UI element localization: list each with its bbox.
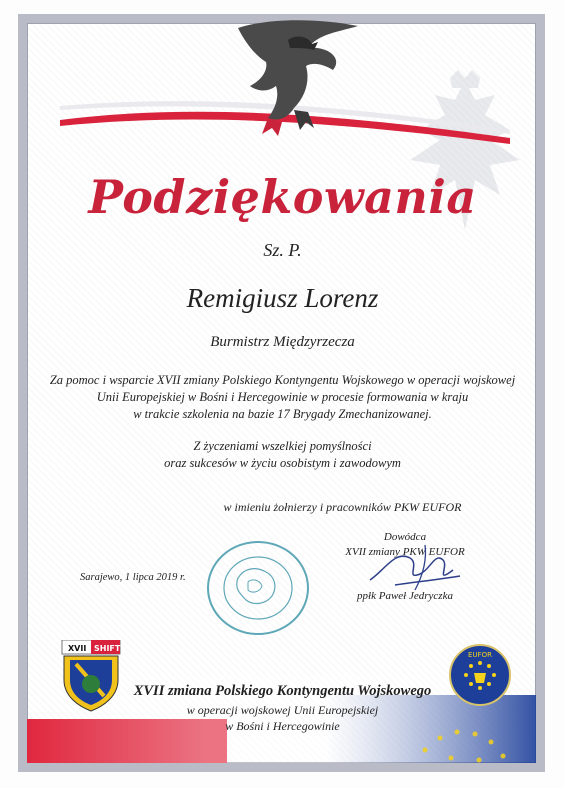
- recipient-name: Remigiusz Lorenz: [186, 283, 379, 313]
- acknowledgement-text: [0, 372, 565, 423]
- badge-shift-text: SHIFT: [94, 644, 121, 653]
- eufor-badge-text: EUFOR: [468, 651, 492, 659]
- wishes-line: oraz sukcesów w życiu osobistym i zawodowym: [164, 456, 401, 470]
- body-line: Unii Europejskiej w Bośni i Hercegowinie w procesie formowania w kraju: [96, 390, 469, 404]
- footer-line: w operacji wojskowej Unii Europejskiej: [186, 703, 379, 717]
- wishes-text: [0, 438, 565, 472]
- footer-line: w Bośni i Hercegowinie: [225, 719, 340, 733]
- place-date: Sarajewo, 1 lipca 2019 r.: [80, 572, 186, 583]
- official-seal-stamp: [200, 538, 316, 638]
- signatory-name: ppłk Paweł Jedryczka: [357, 590, 453, 602]
- wishes-line: Z życzeniami wszelkiej pomyślności: [193, 439, 372, 453]
- recipient-role: Burmistrz Międzyrzecza: [210, 334, 355, 350]
- salutation: Sz. P.: [263, 240, 302, 260]
- badge-xvii-text: XVII: [68, 644, 87, 653]
- handwritten-signature: [365, 540, 465, 595]
- eagle-emblem-icon: [228, 18, 368, 138]
- body-line: Za pomoc i wsparcie XVII zmiany Polskiego Kontyngentu Wojskowego w operacji wojskowej: [49, 373, 516, 387]
- on-behalf-text: w imieniu żołnierzy i pracowników PKW EUFOR: [223, 500, 462, 514]
- certificate-title: Podziękowania: [88, 170, 477, 224]
- signatory-title: Dowódca: [383, 531, 427, 543]
- footer-title: XVII zmiana Polskiego Kontyngentu Wojskowego: [133, 683, 432, 699]
- unit-shield-badge-icon: [60, 640, 122, 712]
- body-line: w trakcie szkolenia na bazie 17 Brygady Zmechanizowanej.: [133, 407, 432, 421]
- signatory-unit: XVII zmiany PKW EUFOR: [345, 546, 465, 558]
